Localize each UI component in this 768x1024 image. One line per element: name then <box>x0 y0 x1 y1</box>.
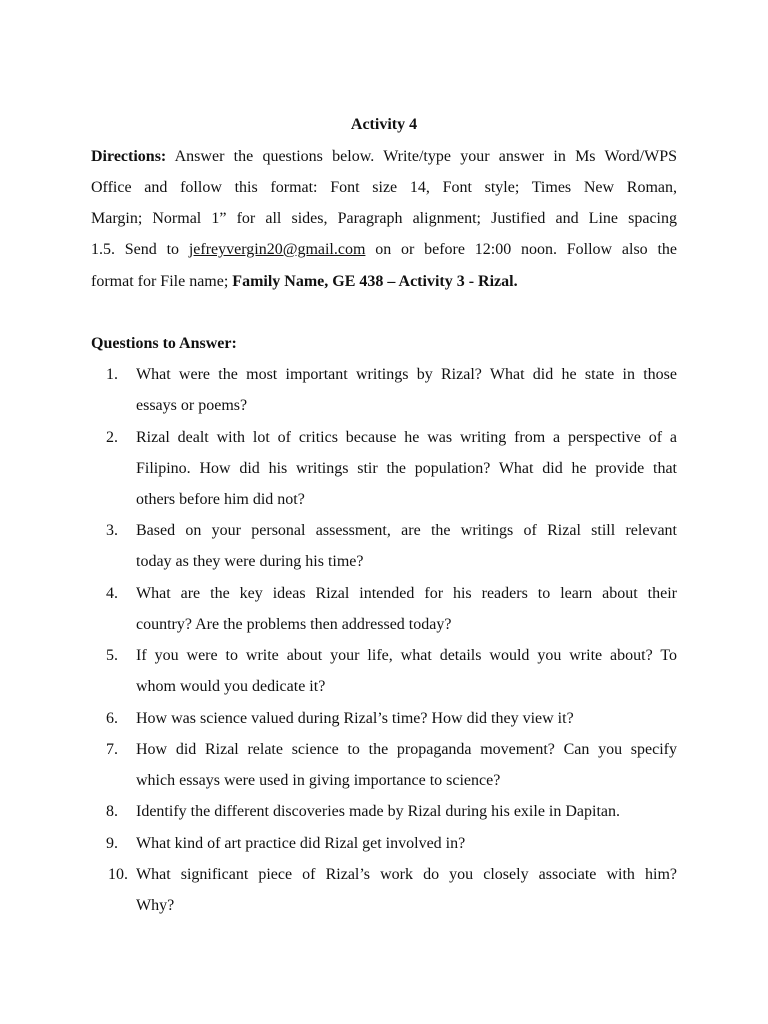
question-number: 1. <box>106 366 118 383</box>
question-5-line-1: If you were to write about your life, what details would you write about? To <box>136 647 677 664</box>
document-title: Activity 4 <box>350 116 418 133</box>
questions-heading: Questions to Answer: <box>91 335 237 352</box>
email-link[interactable]: jefreyvergin20@gmail.com <box>188 241 366 258</box>
question-10-line-1: What significant piece of Rizal’s work do you closely associate with him? <box>136 866 677 883</box>
question-number: 2. <box>106 429 118 446</box>
question-5-line-2: whom would you dedicate it? <box>136 678 326 695</box>
directions-line-5 <box>91 271 677 293</box>
question-number: 5. <box>106 647 118 664</box>
question-10-line-2: Why? <box>136 897 175 914</box>
question-number: 9. <box>106 835 118 852</box>
question-9-line-1: What kind of art practice did Rizal get involved in? <box>136 835 466 852</box>
question-2-line-2: Filipino. How did his writings stir the population? What did he provide that <box>136 460 677 477</box>
question-number: 10. <box>108 866 128 883</box>
directions-line-4 <box>91 239 677 261</box>
question-1-line-2: essays or poems? <box>136 397 248 414</box>
file-name-format: Family Name, GE 438 – Activity 3 - Rizal. <box>232 273 518 290</box>
question-number: 3. <box>106 522 118 539</box>
question-7-line-1: How did Rizal relate science to the propaganda movement? Can you specify <box>136 741 677 758</box>
question-2-line-3: others before him did not? <box>136 491 305 508</box>
directions-text-4a: 1.5. Send to <box>91 241 189 258</box>
directions-text-4b: on or before 12:00 noon. Follow also the <box>365 241 678 258</box>
question-1-line-1: What were the most important writings by Rizal? What did he state in those <box>136 366 677 383</box>
question-4-line-2: country? Are the problems then addressed today? <box>136 616 452 633</box>
question-number: 4. <box>106 585 118 602</box>
question-8-line-1: Identify the different discoveries made by Rizal during his exile in Dapitan. <box>136 803 621 820</box>
directions-line-3: Margin; Normal 1” for all sides, Paragraph alignment; Justified and Line spacing <box>91 210 677 227</box>
question-number: 7. <box>106 741 118 758</box>
question-4-line-1: What are the key ideas Rizal intended for his readers to learn about their <box>136 585 677 602</box>
directions-line-2: Office and follow this format: Font size 14, Font style; Times New Roman, <box>91 179 677 196</box>
question-number: 6. <box>106 710 118 727</box>
question-7-line-2: which essays were used in giving importance to science? <box>136 772 501 789</box>
question-2-line-1: Rizal dealt with lot of critics because he was writing from a perspective of a <box>136 429 677 446</box>
directions-text-5a: format for File name; <box>91 273 233 290</box>
directions-line-1 <box>91 146 677 168</box>
directions-text-1: Answer the questions below. Write/type your answer in Ms Word/WPS <box>166 148 677 165</box>
question-6-line-1: How was science valued during Rizal’s time? How did they view it? <box>136 710 574 727</box>
question-3-line-2: today as they were during his time? <box>136 553 364 570</box>
directions-label: Directions: <box>91 148 167 165</box>
question-number: 8. <box>106 803 118 820</box>
question-3-line-1: Based on your personal assessment, are the writings of Rizal still relevant <box>136 522 677 539</box>
